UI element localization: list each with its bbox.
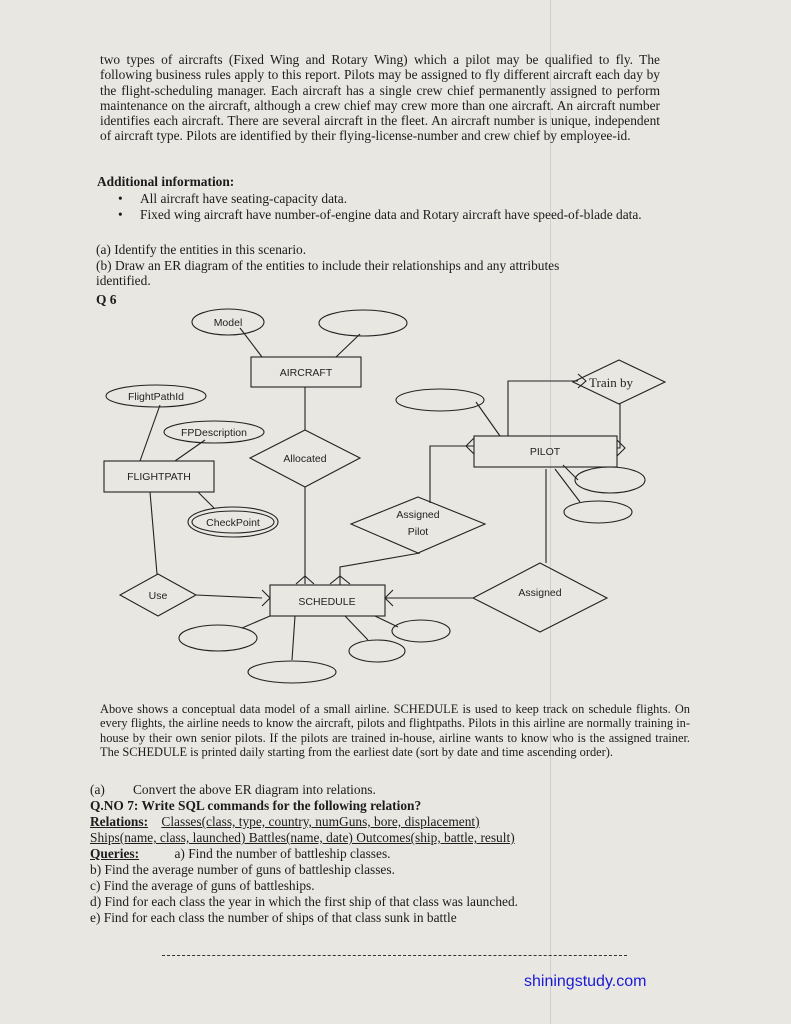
rel-assignedpilot-label-2: Pilot: [407, 526, 429, 538]
query-b: b) Find the average number of guns of battleship classes.: [90, 862, 395, 877]
queries-label: Queries:: [90, 846, 140, 861]
entity-aircraft-label: AIRCRAFT: [279, 367, 333, 379]
relations-row: [90, 814, 480, 829]
line-attr-pilot: [476, 402, 500, 436]
entity-flightpath-label: FLIGHTPATH: [127, 471, 191, 483]
bullet-icon: •: [118, 207, 123, 222]
q6-paragraph: Above shows a conceptual data model of a small airline. SCHEDULE is used to keep track on schedule flights. On every flights, the airline needs to know the aircraft, pilots and flightpaths. Pilots in this airline are normally training in-house by their own senior pilots. If the pilots are trained in-house, airline wants to know who is the assigned trainer. The SCHEDULE is printed daily starting from the earliest date (sort by date and time ascending order).: [100, 702, 690, 759]
rel-assigned-label: Assigned: [518, 587, 562, 599]
q6-sub-a-text: Convert the above ER diagram into relations.: [133, 782, 376, 797]
attr-flightpathid-label: FlightPathId: [127, 391, 185, 403]
attr-blank-pilot-ellipse-2: [575, 467, 645, 493]
bullet-icon: •: [118, 191, 123, 206]
attr-blank-aircraft-ellipse: [319, 310, 407, 336]
bullet-text: Fixed wing aircraft have number-of-engine data and Rotary aircraft have speed-of-blade data.: [140, 207, 642, 222]
footer-divider: [162, 955, 627, 956]
query-c: c) Find the average of guns of battleships.: [90, 878, 315, 893]
attr-blank-pilot-ellipse: [396, 389, 484, 411]
q7-heading: Q.NO 7: Write SQL commands for the following relation?: [90, 798, 422, 813]
rel-allocated-label: Allocated: [283, 453, 327, 465]
relations-line1: Classes(class, type, country, numGuns, bore, displacement): [161, 814, 480, 829]
rel-assignedpilot-label-1: Assigned: [396, 509, 440, 521]
entity-schedule-label: SCHEDULE: [298, 596, 356, 608]
attr-checkpoint-label: CheckPoint: [206, 517, 260, 529]
line-flightpathid: [140, 405, 160, 461]
q6-label: Q 6: [96, 292, 117, 307]
bullet-text: All aircraft have seating-capacity data.: [140, 191, 348, 206]
line-pilot-attr1: [555, 469, 580, 502]
attr-blank-schedule-ellipse-4: [392, 620, 450, 642]
line-schedule-attr2: [292, 616, 295, 660]
query-e: e) Find for each class the number of ships of that class sunk in battle: [90, 910, 457, 925]
attr-blank-schedule-ellipse-1: [179, 625, 257, 651]
rel-use-label: Use: [148, 590, 168, 602]
line-schedule-attr4: [375, 616, 398, 627]
rel-trainby-label: Train by: [589, 375, 633, 390]
scenario-paragraph: two types of aircrafts (Fixed Wing and Rotary Wing) which a pilot may be qualified to fly. The following business rules apply to this report. Pilots may be assigned to fly different aircraft each day by the flight-scheduling manager. Each aircraft has a single crew chief permanently assigned to perform maintenance on the aircraft, although a crew chief may crew more than one aircraft. An aircraft number identifies each aircraft. There are several aircraft in the fleet. An aircraft number is unique, independent of aircraft type. Pilots are identified by their flying-license-number and crew chief by employee-id.: [100, 52, 660, 144]
query-a: a) Find the number of battleship classes.: [174, 846, 391, 861]
attr-blank-schedule-ellipse-2: [248, 661, 336, 683]
line-pilot-assignedpilot: [430, 446, 474, 503]
question-a: (a) Identify the entities in this scenario.: [96, 242, 307, 257]
relations-label: Relations:: [90, 814, 149, 829]
line-assignedpilot-schedule: [340, 553, 420, 585]
line-checkpoint: [198, 492, 214, 508]
line-attr-aircraft: [336, 334, 360, 357]
entity-pilot-label: PILOT: [529, 446, 561, 458]
footer-site-link[interactable]: shiningstudy.com: [524, 973, 647, 990]
relations-line2: Ships(name, class, launched) Battles(name, date) Outcomes(ship, battle, result): [90, 830, 515, 845]
question-b: (b) Draw an ER diagram of the entities to include their relationships and any attributes identified.: [96, 258, 560, 289]
line-schedule-attr3: [345, 616, 368, 640]
crowfoot-use: [262, 590, 270, 606]
line-pilot-trainby-top: [508, 381, 578, 436]
line-use-schedule: [196, 595, 262, 598]
attr-blank-pilot-ellipse-3: [564, 501, 632, 523]
attr-blank-schedule-ellipse-3: [349, 640, 405, 662]
line-flightpath-use: [150, 492, 157, 574]
attr-model-label: Model: [213, 317, 243, 329]
queries-row: [90, 846, 391, 861]
q6-sub-a-label: (a): [90, 782, 105, 797]
line-schedule-attr1: [242, 616, 270, 628]
attr-fpdescription-label: FPDescription: [181, 427, 247, 439]
additional-info-heading: Additional information:: [97, 174, 235, 189]
rel-assignedpilot-diamond: [351, 497, 485, 553]
query-d: d) Find for each class the year in which the first ship of that class was launched.: [90, 894, 519, 909]
